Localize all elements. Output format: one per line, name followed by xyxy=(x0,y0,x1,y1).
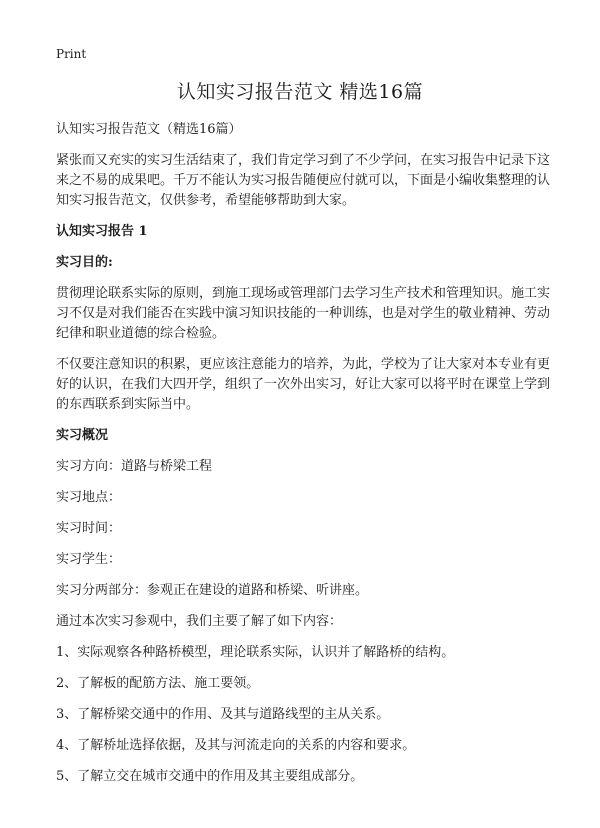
list-item: 2、了解板的配筋方法、施工要领。 xyxy=(56,676,260,691)
purpose-paragraph-1: 贯彻理论联系实际的原则，到施工现场或管理部门去学习生产技术和管理知识。施工实习不仅是对我们能否在实践中演习知识技能的一种训练，也是对学生的敬业精神、劳动纪律和职业道德的综合检验。 xyxy=(56,286,551,341)
internship-direction: 实习方向：道路与桥梁工程 xyxy=(56,459,213,474)
list-item: 5、了解立交在城市交通中的作用及其主要组成部分。 xyxy=(56,769,364,784)
report-heading: 认知实习报告 1 xyxy=(56,224,148,239)
overview-heading: 实习概况 xyxy=(56,428,109,443)
learned-intro: 通过本次实习参观中，我们主要了解了如下内容： xyxy=(56,614,343,629)
document-title: 认知实习报告范文 精选16篇 xyxy=(176,81,424,103)
purpose-heading: 实习目的: xyxy=(56,255,113,270)
internship-location: 实习地点： xyxy=(56,490,122,505)
purpose-paragraph-2: 不仅要注意知识的积累，更应该注意能力的培养，为此，学校为了让大家对本专业有更好的认识，在我们大四开学，组织了一次外出实习，好让大家可以将平时在课堂上学到的东西联系到实际当中。 xyxy=(56,357,551,412)
list-item: 1、实际观察各种路桥模型，理论联系实际，认识并了解路桥的结构。 xyxy=(56,645,455,660)
internship-parts: 实习分两部分：参观正在建设的道路和桥梁、听讲座。 xyxy=(56,583,369,598)
intro-paragraph: 紧张而又充实的实习生活结束了，我们肯定学习到了不少学问，在实习报告中记录下这来之不易的成果吧。千万不能认为实习报告随便应付就可以，下面是小编收集整理的认知实习报告范文，仅供参考，希望能够帮助到大家。 xyxy=(56,153,551,208)
document-body xyxy=(56,120,550,798)
internship-students: 实习学生： xyxy=(56,552,122,567)
document-subtitle: 认知实习报告范文（精选16篇） xyxy=(56,122,242,137)
internship-time: 实习时间： xyxy=(56,521,122,536)
print-link[interactable]: Print xyxy=(56,47,87,61)
list-item: 3、了解桥梁交通中的作用、及其与道路线型的主从关系。 xyxy=(56,707,390,722)
list-item: 4、了解桥址选择依据，及其与河流走向的关系的内容和要求。 xyxy=(56,738,416,753)
